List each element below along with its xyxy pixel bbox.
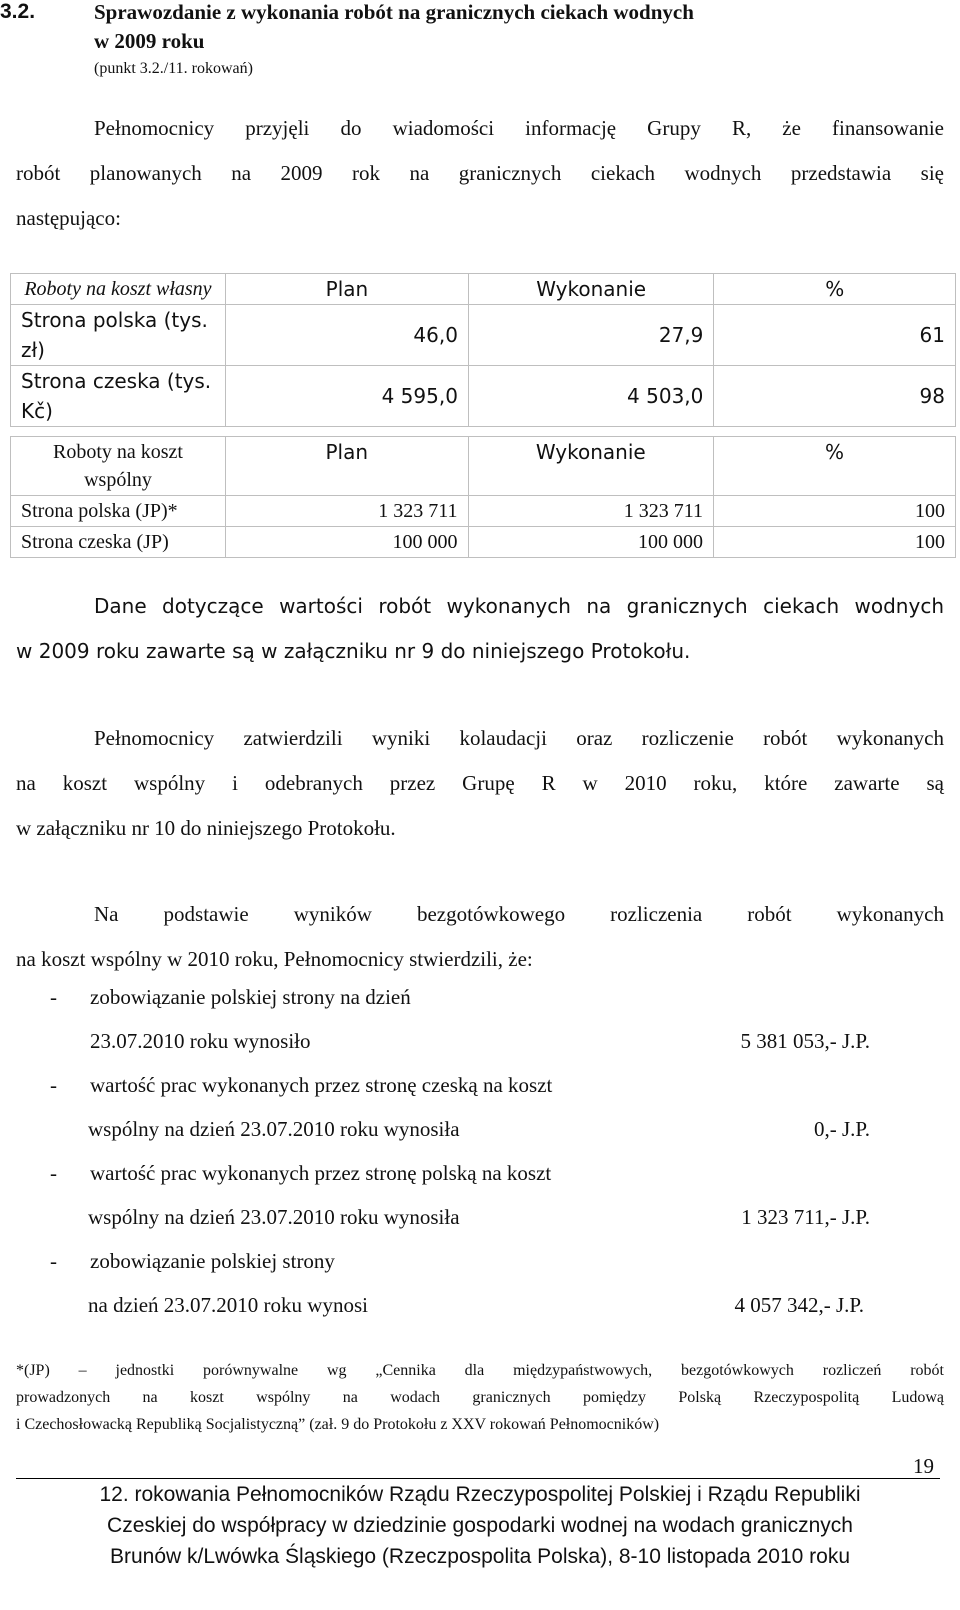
list-item-line: 23.07.2010 roku wynosiło xyxy=(90,1029,311,1053)
settlement-line-1: Na podstawie wyników bezgotówkowego rozliczenia robót wykonanych xyxy=(94,902,944,926)
section-number: 3.2. xyxy=(0,0,36,23)
list-item-amount: 0,- J.P. xyxy=(813,1117,870,1141)
table-header-cell: Plan xyxy=(226,437,469,496)
footer-line-3: Brunów k/Lwówka Śląskiego (Rzeczpospolita Polska), 8-10 listopada 2010 roku xyxy=(109,1545,851,1568)
own-cost-table xyxy=(10,273,956,427)
approval-line-1: Pełnomocnicy zatwierdzili wyniki kolaudacji oraz rozliczenie robót wykonanych xyxy=(94,726,944,750)
table-header-cell: Roboty na koszt własny xyxy=(11,274,226,305)
section-title-line1: Sprawozdanie z wykonania robót na granicznych ciekach wodnych xyxy=(94,0,694,24)
intro-line-2: robót planowanych na 2009 rok na granicznych ciekach wodnych przedstawia się xyxy=(16,161,944,185)
table-header-row xyxy=(11,437,956,496)
settlement-line-2: na koszt wspólny w 2010 roku, Pełnomocnicy stwierdzili, że: xyxy=(16,947,533,971)
settlement-paragraph xyxy=(16,892,944,982)
table-header-cell: % xyxy=(714,274,956,305)
table-header-cell: Wykonanie xyxy=(468,437,714,496)
approval-line-3: w załączniku nr 10 do niniejszego Protokołu. xyxy=(16,816,396,840)
table-cell: 1 323 711 xyxy=(226,496,469,527)
footnote-line-2: prowadzonych na koszt wspólny na wodach granicznych pomiędzy Polską Rzeczypospolitą Ludową xyxy=(16,1389,944,1406)
list-item-line: na dzień 23.07.2010 roku wynosi xyxy=(88,1293,368,1317)
table-cell: 4 595,0 xyxy=(225,366,468,427)
table-header-label: Roboty na koszt xyxy=(53,441,183,463)
works-data-line-2: w 2009 roku zawarte są w załączniku nr 9 do niniejszego Protokołu. xyxy=(16,639,691,663)
table-cell: 98 xyxy=(714,366,956,427)
page-number: 19 xyxy=(913,1454,934,1478)
table-cell: Strona czeska (tys. Kč) xyxy=(11,366,226,427)
list-item-line: zobowiązanie polskiej strony na dzień xyxy=(90,985,411,1009)
table-row xyxy=(11,496,956,527)
table-row xyxy=(11,366,956,427)
intro-paragraph xyxy=(16,106,944,241)
table-cell: Strona polska (tys. zł) xyxy=(11,305,226,366)
footer-line-2: Czeskiej do współpracy w dziedzinie gospodarki wodnej na wodach granicznych xyxy=(107,1514,853,1537)
list-item-dash: - xyxy=(50,1161,57,1185)
list-item-line: wspólny na dzień 23.07.2010 roku wynosiła xyxy=(88,1117,460,1141)
works-data-paragraph xyxy=(16,584,944,674)
footnote-line-1: *(JP) – jednostki porównywalne wg „Cennika dla międzypaństwowych, bezgotówkowych rozliczeń robót xyxy=(16,1362,944,1379)
table-header-row xyxy=(11,274,956,305)
table-header-cell xyxy=(11,437,226,496)
section-title-line2: w 2009 roku xyxy=(94,29,205,53)
table-header-cell: Wykonanie xyxy=(468,274,713,305)
table-header-cell: % xyxy=(714,437,956,496)
section-subtitle: (punkt 3.2./11. rokowań) xyxy=(94,60,253,77)
footnote xyxy=(16,1357,944,1438)
table-cell: 1 323 711 xyxy=(468,496,714,527)
table-cell: 100 000 xyxy=(468,527,714,558)
table-cell: Strona czeska (JP) xyxy=(11,527,226,558)
list-item-line: wartość prac wykonanych przez stronę polską na koszt xyxy=(90,1161,552,1185)
table-row xyxy=(11,305,956,366)
intro-line-3: następująco: xyxy=(16,206,121,230)
table-cell: 100 xyxy=(714,496,956,527)
table-cell: 100 xyxy=(714,527,956,558)
table-header-cell: Plan xyxy=(225,274,468,305)
list-item-line: wspólny na dzień 23.07.2010 roku wynosiła xyxy=(88,1205,460,1229)
table-cell: 27,9 xyxy=(468,305,713,366)
intro-line-1: Pełnomocnicy przyjęli do wiadomości informację Grupy R, że finansowanie xyxy=(94,116,944,140)
list-item-dash: - xyxy=(50,1073,57,1097)
table-cell: 100 000 xyxy=(226,527,469,558)
table-cell: Strona polska (JP)* xyxy=(11,496,226,527)
approval-line-2: na koszt wspólny i odebranych przez Grupę R w 2010 roku, które zawarte są xyxy=(16,771,944,795)
list-item-amount: 5 381 053,- J.P. xyxy=(740,1029,870,1053)
table-cell: 4 503,0 xyxy=(468,366,713,427)
table-cell: 61 xyxy=(714,305,956,366)
joint-cost-table xyxy=(10,436,956,558)
table-cell: 46,0 xyxy=(225,305,468,366)
list-item-amount: 4 057 342,- J.P. xyxy=(734,1293,864,1317)
table-header-label-cont: wspólny xyxy=(84,469,152,491)
footer-divider xyxy=(16,1478,940,1479)
footer-line-1: 12. rokowania Pełnomocników Rządu Rzeczypospolitej Polskiej i Rządu Republiki xyxy=(99,1483,861,1506)
works-data-line-1: Dane dotyczące wartości robót wykonanych na granicznych ciekach wodnych xyxy=(94,594,944,618)
list-item-line: zobowiązanie polskiej strony xyxy=(90,1249,335,1273)
footnote-line-3: i Czechosłowacką Republiką Socjalistyczną” (zał. 9 do Protokołu z XXV rokowań Pełnomocników) xyxy=(16,1416,660,1433)
list-item-line: wartość prac wykonanych przez stronę czeską na koszt xyxy=(90,1073,553,1097)
list-item-dash: - xyxy=(50,985,57,1009)
list-item-dash: - xyxy=(50,1249,57,1273)
table-row xyxy=(11,527,956,558)
approval-paragraph xyxy=(16,716,944,851)
list-item-amount: 1 323 711,- J.P. xyxy=(741,1205,870,1229)
